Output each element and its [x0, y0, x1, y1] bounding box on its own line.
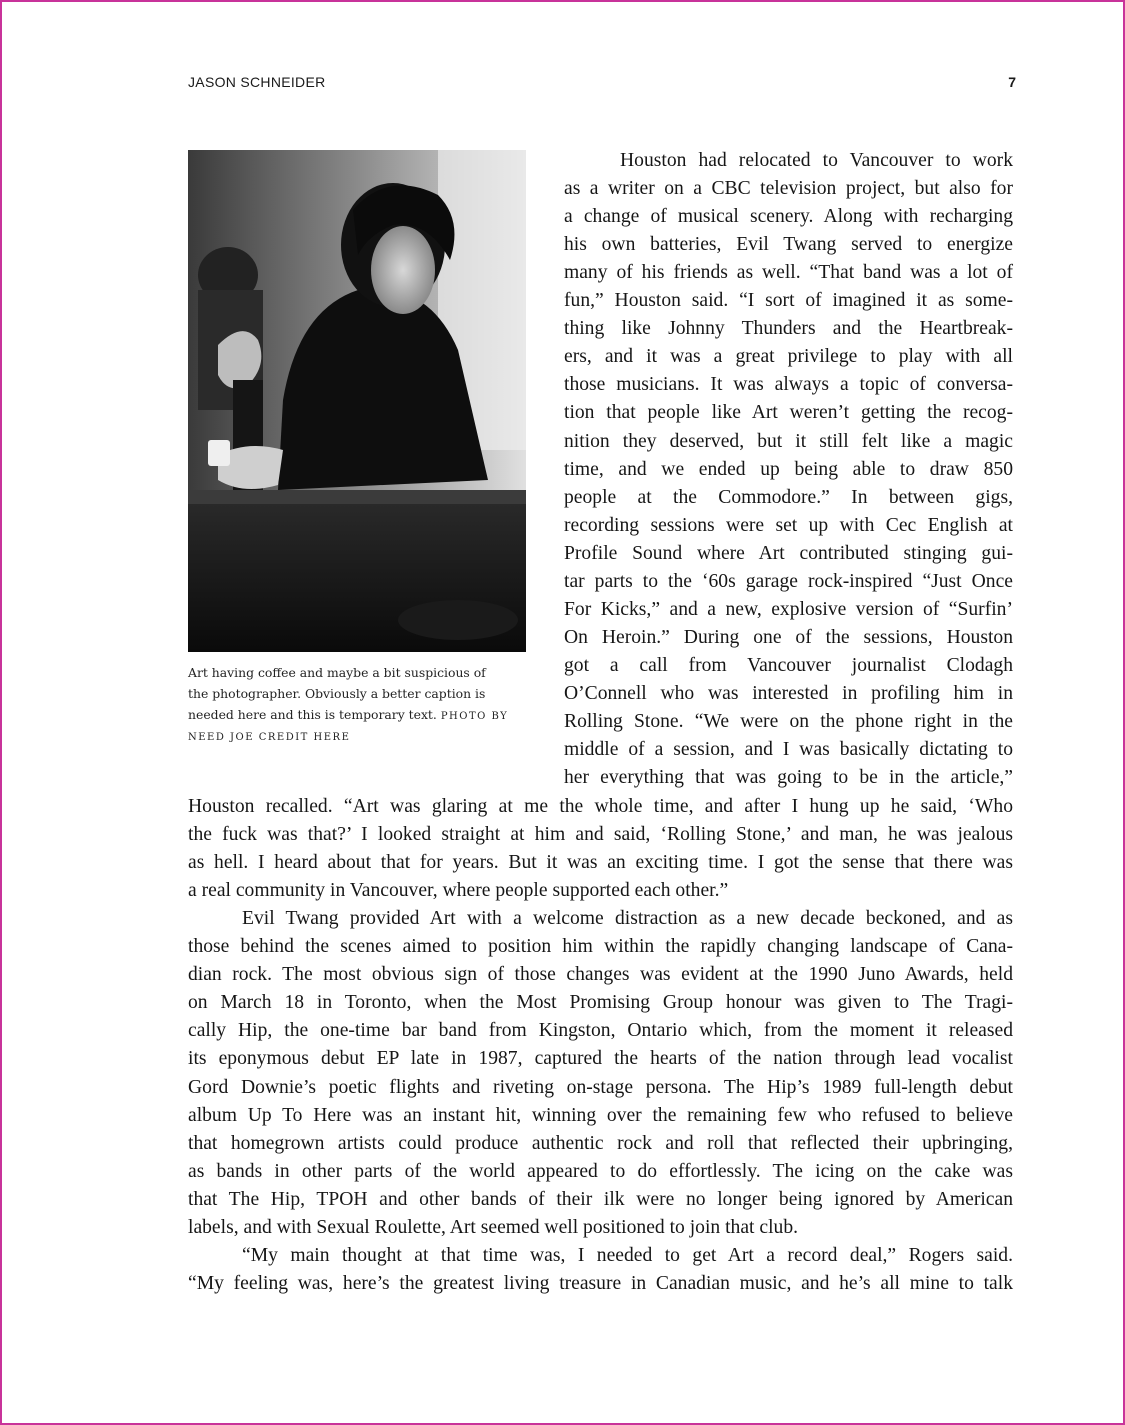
text-line: ers, and it was a great privilege to play with all: [564, 346, 1013, 368]
text-line: fun,” Houston said. “I sort of imagined it as some-: [564, 290, 1013, 312]
text-line: For Kicks,” and a new, explosive version of “Surfin’: [564, 598, 1013, 620]
text-line: those musicians. It was always a topic of conversa-: [564, 374, 1013, 396]
caption-line-text: needed here and this is temporary text.: [188, 707, 437, 722]
caption-line: Art having coffee and maybe a bit suspicious of: [188, 665, 486, 680]
text-line: a change of musical scenery. Along with recharging: [564, 206, 1013, 228]
text-line: dian rock. The most obvious sign of those changes was evident at the 1990 Juno Awards, held: [188, 964, 1013, 986]
text-line: cally Hip, the one-time bar band from Kingston, Ontario which, from the moment it released: [188, 1020, 1013, 1042]
text-line: Gord Downie’s poetic flights and riveting on-stage persona. The Hip’s 1989 full-length debut: [188, 1076, 1013, 1098]
text-line: labels, and with Sexual Roulette, Art seemed well positioned to join that club.: [188, 1216, 799, 1238]
text-line: thing like Johnny Thunders and the Heartbreak-: [564, 318, 1013, 340]
caption-line: [188, 704, 528, 727]
text-line: as hell. I heard about that for years. But it was an exciting time. I got the sense that there was: [188, 852, 1013, 874]
text-line: got a call from Vancouver journalist Clodagh: [564, 654, 1013, 676]
text-line: Houston had relocated to Vancouver to work: [620, 150, 1013, 171]
text-line: time, and we ended up being able to draw 850: [564, 458, 1013, 480]
text-line: album Up To Here was an instant hit, winning over the remaining few who refused to believe: [188, 1104, 1013, 1126]
text-line: that The Hip, TPOH and other bands of their ilk were no longer being ignored by American: [188, 1188, 1013, 1210]
page-number: 7: [1008, 74, 1016, 90]
text-line: O’Connell who was interested in profiling him in: [564, 682, 1013, 704]
photo-credit-label: PHOTO BY: [440, 711, 509, 722]
text-line: its eponymous debut EP late in 1987, captured the hearts of the nation through lead vocalist: [188, 1048, 1013, 1070]
text-line: Evil Twang provided Art with a welcome distraction as a new decade beckoned, and as: [242, 908, 1013, 930]
photo-image: [188, 150, 526, 652]
text-line: her everything that was going to be in the article,”: [564, 767, 1013, 789]
text-line: recording sessions were set up with Cec English at: [564, 514, 1013, 536]
text-line: Houston recalled. “Art was glaring at me the whole time, and after I hung up he said, ‘Who: [188, 796, 1013, 817]
caption-line: the photographer. Obviously a better caption is: [188, 686, 486, 701]
text-line: on March 18 in Toronto, when the Most Promising Group honour was given to The Tragi-: [188, 992, 1013, 1014]
text-line: “My feeling was, here’s the greatest living treasure in Canadian music, and he’s all mine to talk: [188, 1272, 1013, 1294]
text-line: as bands in other parts of the world appeared to do effortlessly. The icing on the cake was: [188, 1160, 1013, 1182]
running-head-author: JASON SCHNEIDER: [188, 74, 326, 90]
text-line: the fuck was that?’ I looked straight at him and said, ‘Rolling Stone,’ and man, he was jealous: [188, 824, 1013, 846]
text-line: Profile Sound where Art contributed stinging gui-: [564, 542, 1013, 564]
photo-art-coffee: [188, 150, 526, 652]
text-line: tion that people like Art weren’t getting the recog-: [564, 402, 1013, 424]
text-line: middle of a session, and I was basically dictating to: [564, 739, 1013, 761]
text-line: tar parts to the ‘60s garage rock-inspired “Just Once: [564, 570, 1013, 592]
photo-credit: NEED JOE CREDIT HERE: [188, 732, 351, 743]
photo-caption: [188, 662, 528, 748]
text-line: Rolling Stone. “We were on the phone right in the: [564, 711, 1013, 732]
text-line: “My main thought at that time was, I needed to get Art a record deal,” Rogers said.: [242, 1244, 1013, 1266]
text-line: people at the Commodore.” In between gigs,: [564, 486, 1013, 508]
text-line: those behind the scenes aimed to position him within the rapidly changing landscape of Cana-: [188, 936, 1013, 958]
text-line: that homegrown artists could produce authentic rock and roll that reflected their upbringing,: [188, 1132, 1013, 1154]
text-line: nition they deserved, but it still felt like a magic: [564, 430, 1013, 452]
text-line: many of his friends as well. “That band was a lot of: [564, 262, 1013, 284]
text-line: On Heroin.” During one of the sessions, Houston: [564, 626, 1013, 648]
text-line: a real community in Vancouver, where people supported each other.”: [188, 880, 729, 902]
text-line: as a writer on a CBC television project, but also for: [564, 178, 1013, 200]
text-line: his own batteries, Evil Twang served to energize: [564, 234, 1013, 256]
